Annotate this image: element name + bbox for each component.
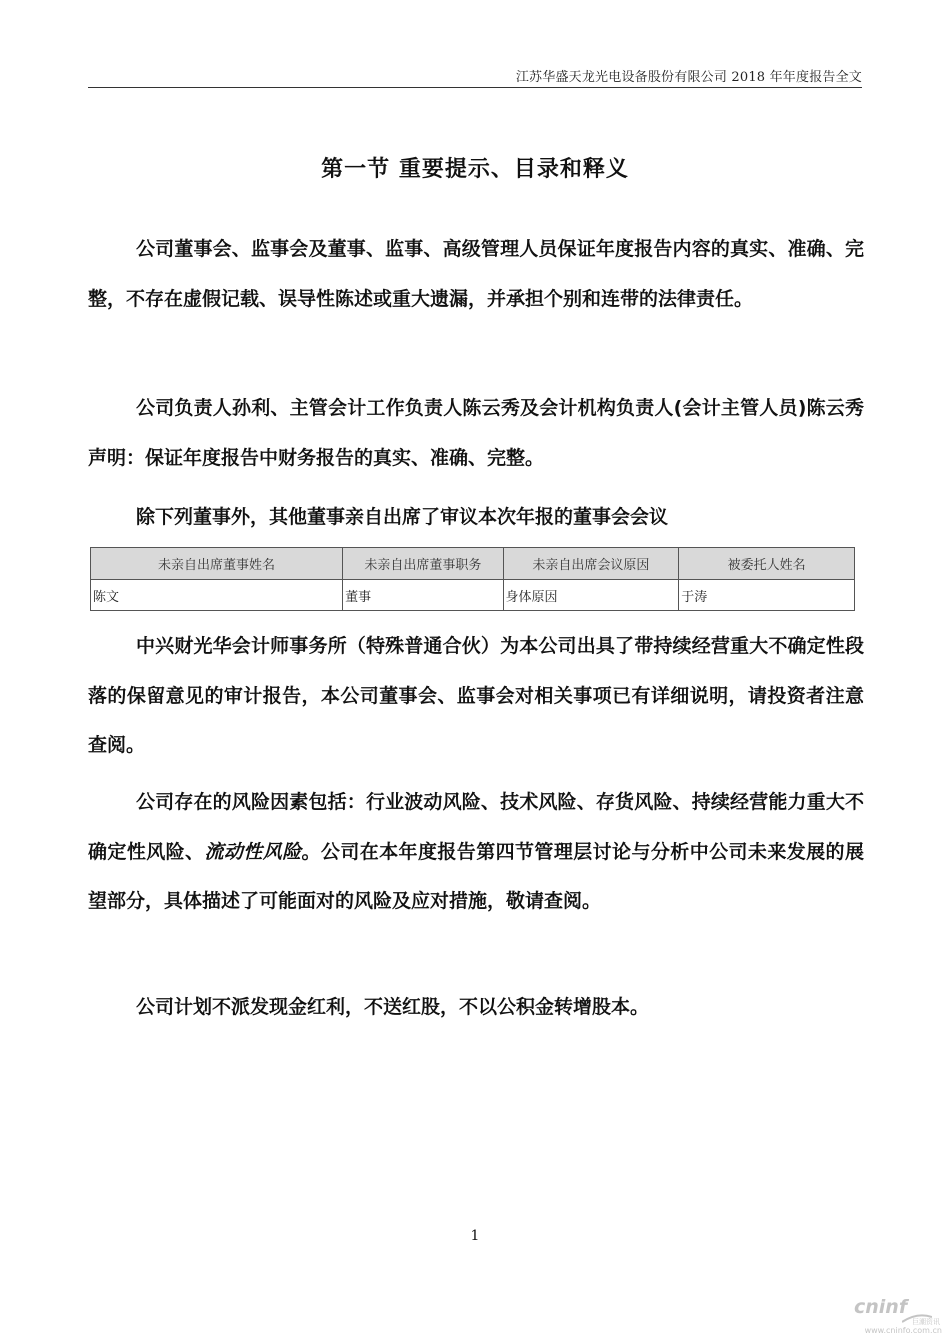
table-header-cell: 未亲自出席董事姓名 <box>91 548 343 580</box>
table-cell: 陈文 <box>91 580 343 611</box>
report-header-title: 江苏华盛天龙光电设备股份有限公司 2018 年年度报告全文 <box>515 70 862 85</box>
paragraph-responsible-persons: 公司负责人孙利、主管会计工作负责人陈云秀及会计机构负责人(会计主管人员)陈云秀声明：保证年度报告中财务报告的真实、准确、完整。 <box>88 397 864 469</box>
header-rule <box>88 87 862 88</box>
paragraph-risk-factors <box>88 778 864 927</box>
table-cell: 于涛 <box>679 580 855 611</box>
paragraph-absent-directors: 除下列董事外，其他董事亲自出席了审议本次年报的董事会会议 <box>136 506 669 528</box>
table-row <box>91 580 855 611</box>
table-header-cell: 未亲自出席会议原因 <box>503 548 679 580</box>
watermark-logo-text: cninf <box>854 1296 908 1318</box>
paragraph-board-assurance: 公司董事会、监事会及董事、监事、高级管理人员保证年度报告内容的真实、准确、完整，不存在虚假记载、误导性陈述或重大遗漏，并承担个别和连带的法律责任。 <box>88 238 864 310</box>
risk-text-end: 。公司在本年度报告第四节管理层讨论与分析中公司未来发展的展望部分，具体描述了可能面对的风险及应对措施，敬请查阅。 <box>88 840 864 912</box>
table-cell: 身体原因 <box>503 580 679 611</box>
watermark-url: www.cninfo.com.cn <box>864 1326 942 1335</box>
watermark-chinese-text: 巨潮资讯 <box>912 1318 940 1326</box>
paragraph-audit-opinion: 中兴财光华会计师事务所（特殊普通合伙）为本公司出具了带持续经营重大不确定性段落的保留意见的审计报告，本公司董事会、监事会对相关事项已有详细说明，请投资者注意查阅。 <box>88 635 864 756</box>
table-header-cell: 未亲自出席董事职务 <box>343 548 503 580</box>
absent-directors-table <box>90 547 855 611</box>
paragraph-dividend-plan: 公司计划不派发现金红利，不送红股，不以公积金转增股本。 <box>136 996 650 1018</box>
cninfo-watermark <box>854 1296 942 1336</box>
risk-text-liquidity: 流动性风险 <box>204 840 302 863</box>
table-header-row <box>91 548 855 580</box>
section-title: 第一节 重要提示、目录和释义 <box>321 157 629 182</box>
page-number: 1 <box>470 1228 480 1244</box>
table-header-cell: 被委托人姓名 <box>679 548 855 580</box>
risk-text-start: 公司存在的风险因素包括：行业波动风险、技术风险、存货风险、持续经营能力重大不确定性风险、 <box>88 791 864 863</box>
table-cell: 董事 <box>343 580 503 611</box>
